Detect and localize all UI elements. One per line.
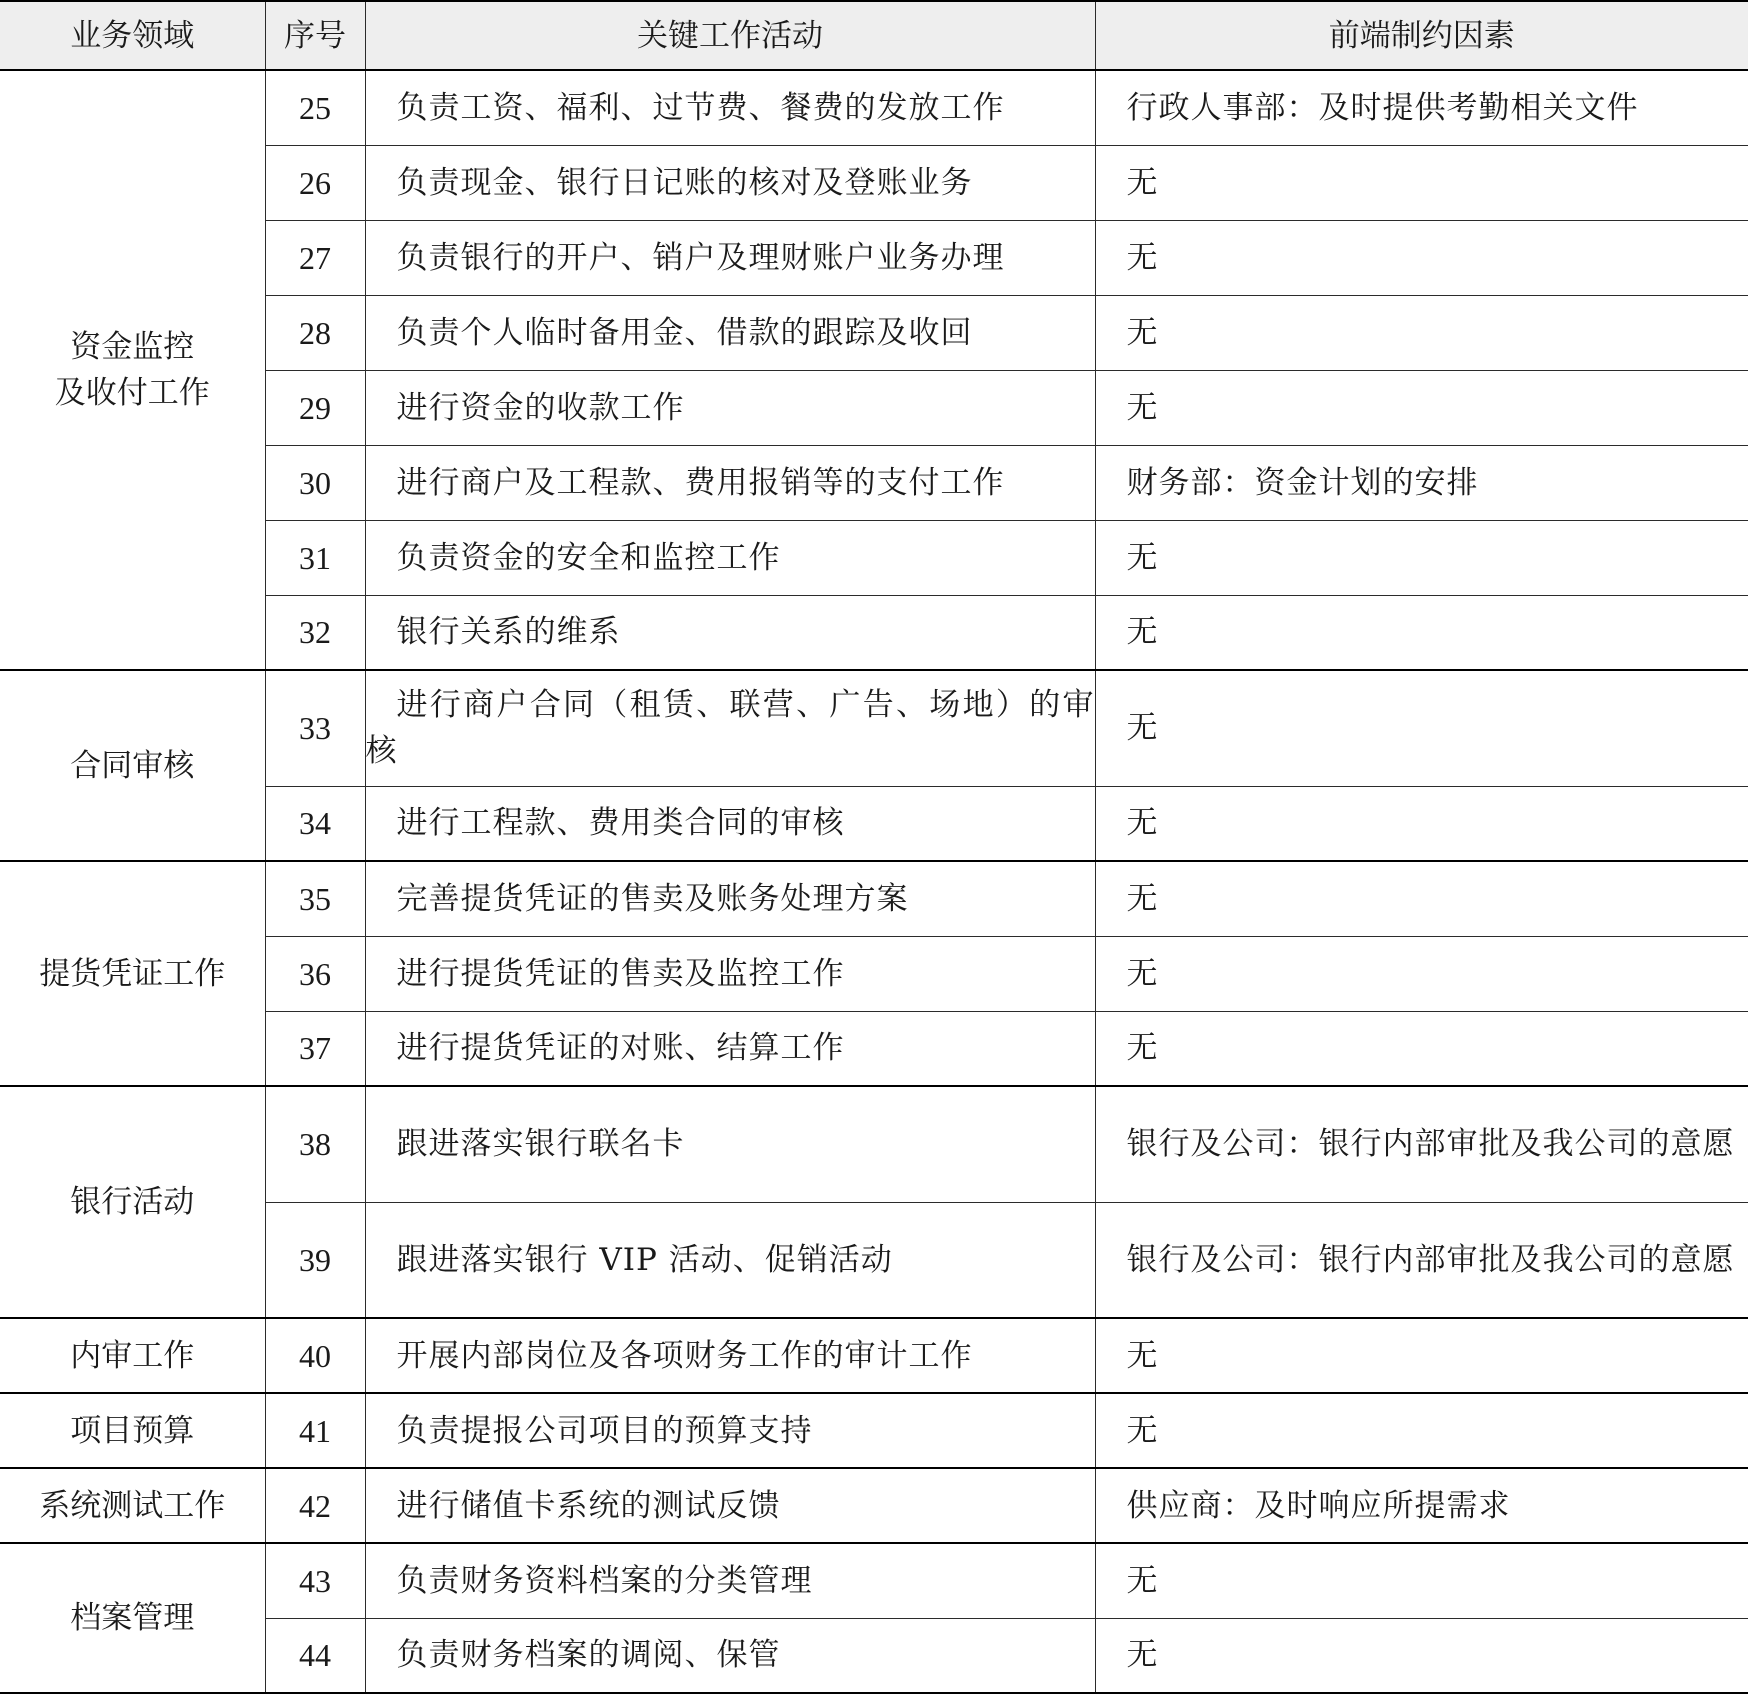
table-row <box>0 1393 1748 1468</box>
serial-number-cell: 26 <box>265 145 365 220</box>
key-activity-cell: 负责银行的开户、销户及理财账户业务办理 <box>365 220 1095 295</box>
serial-number-cell: 27 <box>265 220 365 295</box>
key-activity-cell: 进行储值卡系统的测试反馈 <box>365 1468 1095 1543</box>
key-activity-cell: 负责现金、银行日记账的核对及登账业务 <box>365 145 1095 220</box>
front-constraint-cell: 无 <box>1095 936 1748 1011</box>
header-business-domain: 业务领域 <box>0 1 265 70</box>
serial-number-cell: 34 <box>265 786 365 861</box>
table-row <box>0 1086 1748 1202</box>
business-domain-label: 合同审核 <box>70 747 195 784</box>
front-constraint-cell: 无 <box>1095 1011 1748 1086</box>
front-constraint-cell: 无 <box>1095 1318 1748 1393</box>
business-domain-cell <box>0 1543 265 1693</box>
table-row <box>0 1318 1748 1393</box>
serial-number-cell: 39 <box>265 1202 365 1318</box>
key-activity-cell: 进行商户合同（租赁、联营、广告、场地）的审核 <box>365 670 1095 786</box>
business-domain-label: 提货凭证工作 <box>39 955 226 992</box>
key-activity-cell: 完善提货凭证的售卖及账务处理方案 <box>365 861 1095 936</box>
key-activity-cell: 进行商户及工程款、费用报销等的支付工作 <box>365 445 1095 520</box>
front-constraint-cell: 银行及公司：银行内部审批及我公司的意愿 <box>1095 1086 1748 1202</box>
header-key-activity: 关键工作活动 <box>365 1 1095 70</box>
serial-number-cell: 43 <box>265 1543 365 1618</box>
serial-number-cell: 40 <box>265 1318 365 1393</box>
key-activity-cell: 负责财务档案的调阅、保管 <box>365 1618 1095 1693</box>
front-constraint-cell: 无 <box>1095 295 1748 370</box>
business-domain-label: 档案管理 <box>70 1600 195 1636</box>
front-constraint-cell: 银行及公司：银行内部审批及我公司的意愿 <box>1095 1202 1748 1318</box>
front-constraint-cell: 无 <box>1095 1618 1748 1693</box>
serial-number-cell: 33 <box>265 670 365 786</box>
front-constraint-cell: 无 <box>1095 145 1748 220</box>
key-activity-cell: 进行提货凭证的对账、结算工作 <box>365 1011 1095 1086</box>
key-activity-cell: 进行提货凭证的售卖及监控工作 <box>365 936 1095 1011</box>
serial-number-cell: 42 <box>265 1468 365 1543</box>
front-constraint-cell: 无 <box>1095 1393 1748 1468</box>
business-domain-label: 资金监控 <box>70 329 195 365</box>
key-activity-cell: 负责资金的安全和监控工作 <box>365 520 1095 595</box>
serial-number-cell: 29 <box>265 370 365 445</box>
table-row <box>0 70 1748 145</box>
business-domain-label: 银行活动 <box>70 1184 195 1220</box>
front-constraint-cell: 无 <box>1095 786 1748 861</box>
serial-number-cell: 30 <box>265 445 365 520</box>
front-constraint-cell: 无 <box>1095 861 1748 936</box>
table-header <box>0 1 1748 70</box>
business-domain-cell <box>0 1393 265 1468</box>
serial-number-cell: 44 <box>265 1618 365 1693</box>
front-constraint-cell: 无 <box>1095 370 1748 445</box>
business-domain-cell <box>0 861 265 1086</box>
key-activity-cell: 负责财务资料档案的分类管理 <box>365 1543 1095 1618</box>
key-activity-cell: 进行资金的收款工作 <box>365 370 1095 445</box>
business-domain-cell <box>0 1318 265 1393</box>
business-domain-cell <box>0 1086 265 1318</box>
table-row <box>0 861 1748 936</box>
front-constraint-cell: 无 <box>1095 220 1748 295</box>
business-domain-cell <box>0 670 265 861</box>
front-constraint-cell: 无 <box>1095 595 1748 670</box>
key-activity-cell: 银行关系的维系 <box>365 595 1095 670</box>
table-row <box>0 1468 1748 1543</box>
serial-number-cell: 32 <box>265 595 365 670</box>
serial-number-cell: 41 <box>265 1393 365 1468</box>
key-activity-cell: 负责个人临时备用金、借款的跟踪及收回 <box>365 295 1095 370</box>
serial-number-cell: 38 <box>265 1086 365 1202</box>
key-activity-cell: 跟进落实银行 VIP 活动、促销活动 <box>365 1202 1095 1318</box>
key-activity-cell: 负责提报公司项目的预算支持 <box>365 1393 1095 1468</box>
header-row <box>0 1 1748 70</box>
table-row <box>0 670 1748 786</box>
serial-number-cell: 36 <box>265 936 365 1011</box>
front-constraint-cell: 供应商：及时响应所提需求 <box>1095 1468 1748 1543</box>
front-constraint-cell: 无 <box>1095 1543 1748 1618</box>
key-activity-cell: 跟进落实银行联名卡 <box>365 1086 1095 1202</box>
serial-number-cell: 35 <box>265 861 365 936</box>
serial-number-cell: 31 <box>265 520 365 595</box>
business-domain-cell <box>0 1468 265 1543</box>
business-domain-label: 及收付工作 <box>54 375 210 411</box>
business-domain-cell <box>0 70 265 670</box>
key-activity-cell: 进行工程款、费用类合同的审核 <box>365 786 1095 861</box>
serial-number-cell: 37 <box>265 1011 365 1086</box>
serial-number-cell: 28 <box>265 295 365 370</box>
business-domain-label: 系统测试工作 <box>39 1487 226 1524</box>
key-activity-cell: 开展内部岗位及各项财务工作的审计工作 <box>365 1318 1095 1393</box>
table-body <box>0 70 1748 1693</box>
header-front-constraint: 前端制约因素 <box>1095 1 1748 70</box>
table-row <box>0 1543 1748 1618</box>
business-domain-label: 项目预算 <box>70 1412 195 1449</box>
front-constraint-cell: 行政人事部：及时提供考勤相关文件 <box>1095 70 1748 145</box>
key-activity-cell: 负责工资、福利、过节费、餐费的发放工作 <box>365 70 1095 145</box>
business-domain-label: 内审工作 <box>70 1337 195 1374</box>
header-serial-number: 序号 <box>265 1 365 70</box>
front-constraint-cell: 无 <box>1095 520 1748 595</box>
front-constraint-cell: 无 <box>1095 670 1748 786</box>
serial-number-cell: 25 <box>265 70 365 145</box>
front-constraint-cell: 财务部：资金计划的安排 <box>1095 445 1748 520</box>
